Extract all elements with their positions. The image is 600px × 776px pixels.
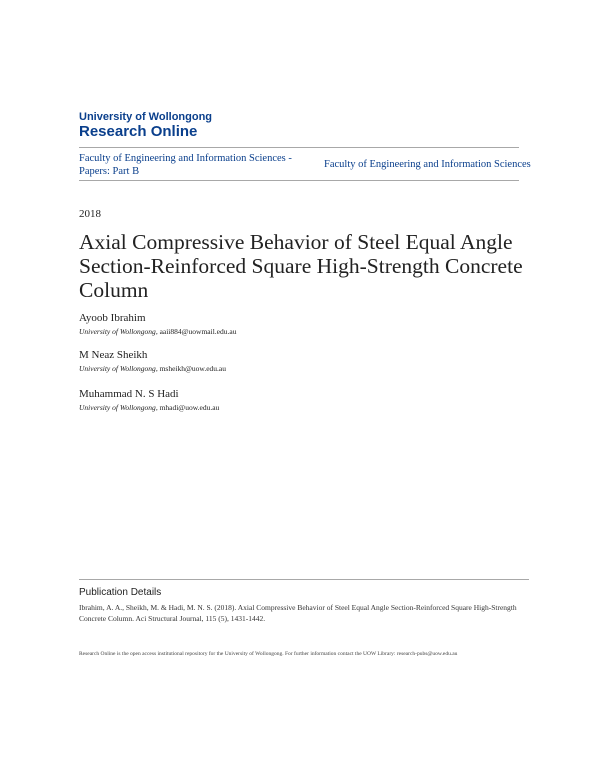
collections-divider: [79, 180, 519, 181]
author-affiliation-3: University of Wollongong, mhadi@uow.edu.au: [79, 403, 220, 412]
author-email-link[interactable]: aaii884@uowmail.edu.au: [159, 327, 237, 336]
repository-name-link[interactable]: Research Online: [79, 123, 198, 140]
collection-link-line-2: Papers: Part B: [79, 166, 140, 177]
publication-year: 2018: [79, 208, 101, 220]
repository-footer-note: Research Online is the open access institutional repository for the University of Wollongong. For further information contact the UOW Library: research-pubs@uow.edu.au: [79, 651, 458, 657]
author-name-3[interactable]: Muhammad N. S Hadi: [79, 388, 179, 400]
author-name-2[interactable]: M Neaz Sheikh: [79, 349, 148, 361]
publication-citation: Ibrahim, A. A., Sheikh, M. & Hadi, M. N. S. (2018). Axial Compressive Behavior of Steel Equal Angle Section-Reinforced Square High-Strength Concrete Column. Aci Structural Journal, 115 (5), 1431-1442.: [79, 603, 517, 623]
author-name-1[interactable]: Ayoob Ibrahim: [79, 312, 146, 324]
author-affiliation-2: University of Wollongong, msheikh@uow.edu.au: [79, 364, 226, 373]
article-title: Axial Compressive Behavior of Steel Equal Angle Section-Reinforced Square High-Strength Concrete Column: [79, 230, 523, 302]
collection-link-papers-part-b[interactable]: [79, 152, 319, 178]
author-affiliation-1: University of Wollongong, aaii884@uowmail.edu.au: [79, 327, 237, 336]
university-name: University of Wollongong: [79, 111, 213, 123]
collection-link-faculty[interactable]: Faculty of Engineering and Information Sciences: [324, 159, 531, 170]
author-email-link[interactable]: msheikh@uow.edu.au: [159, 364, 226, 373]
author-institution: University of Wollongong: [79, 364, 156, 373]
publication-details-heading: Publication Details: [79, 587, 162, 598]
publication-divider: [79, 579, 529, 580]
author-email-link[interactable]: mhadi@uow.edu.au: [159, 403, 220, 412]
author-institution: University of Wollongong: [79, 403, 156, 412]
header-divider: [79, 147, 519, 148]
author-institution: University of Wollongong: [79, 327, 156, 336]
collection-link-line-1: Faculty of Engineering and Information Sciences -: [79, 153, 292, 164]
